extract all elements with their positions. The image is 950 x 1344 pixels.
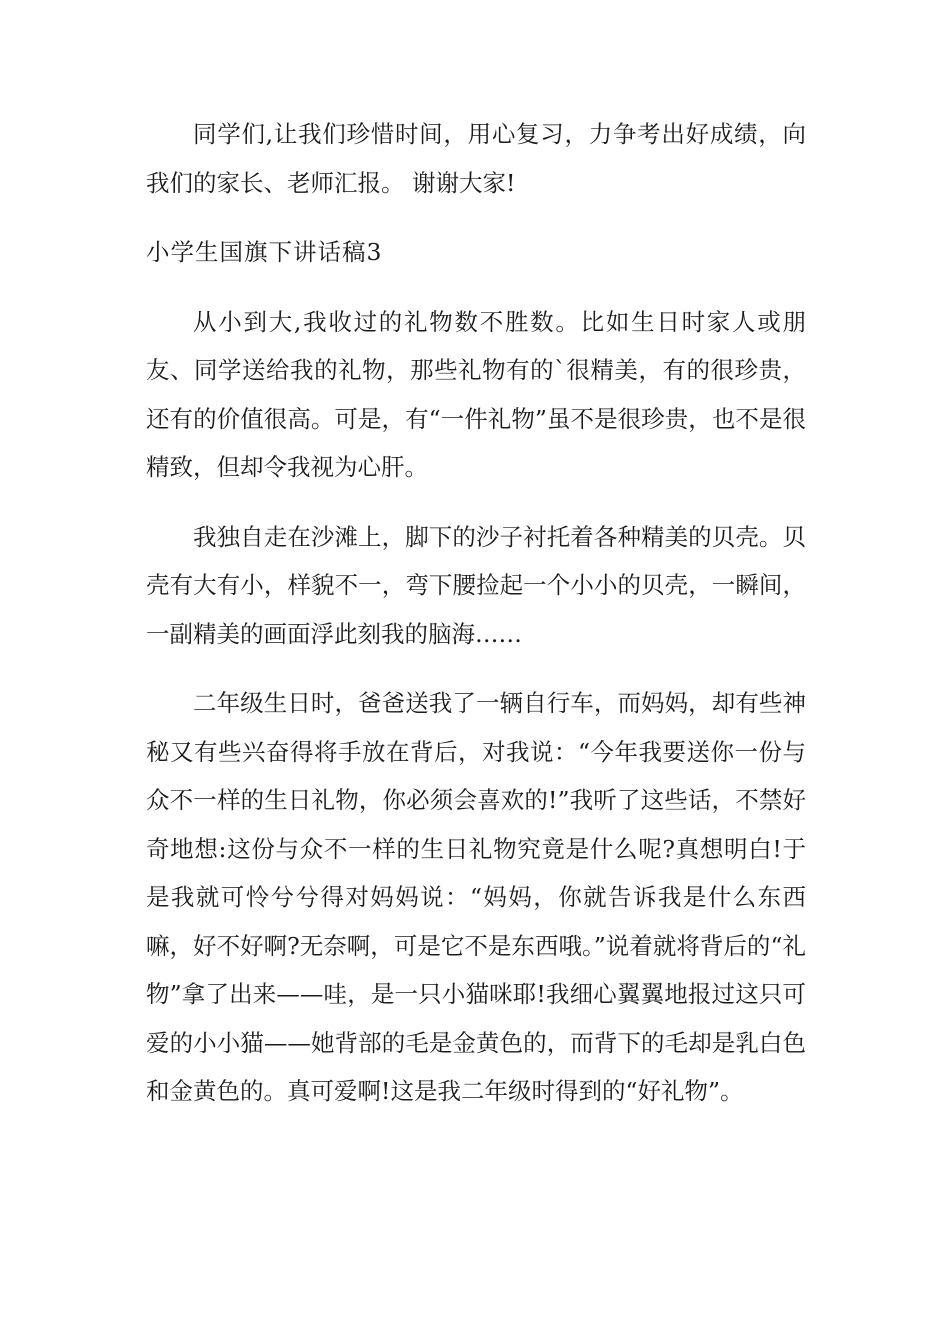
document-body xyxy=(146,110,806,1137)
paragraph-gifts-intro: 从小到大,我收过的礼物数不胜数。比如生日时家人或朋友、同学送给我的礼物，那些礼物有的`很精美，有的很珍贵，还有的价值很高。可是，有“一件礼物”虽不是很珍贵，也不是很精致，但却令我视为心肝。 xyxy=(146,307,806,481)
paragraph-birthday-kitten: 二年级生日时，爸爸送我了一辆自行车，而妈妈，却有些神秘又有些兴奋得将手放在背后，对我说：“今年我要送你一份与众不一样的生日礼物，你必须会喜欢的!”我听了这些话，不禁好奇地想:这份与众不一样的生日礼物究竟是什么呢?真想明白!于是我就可怜兮兮得对妈妈说：“妈妈，你就告诉我是什么东西嘛，好不好啊?无奈啊，可是它不是东西哦。”说着就将背后的“礼物”拿了出来——哇，是一只小猫咪耶!我细心翼翼地报过这只可爱的小小猫——她背部的毛是金黄色的，而背下的毛却是乳白色和金黄色的。真可爱啊!这是我二年级时得到的“好礼物”。 xyxy=(146,689,806,1105)
paragraph-beach: 我独自走在沙滩上，脚下的沙子衬托着各种精美的贝壳。贝壳有大有小，样貌不一，弯下腰捡起一个小小的贝壳，一瞬间，一副精美的画面浮此刻我的脑海…… xyxy=(146,522,806,648)
closing-paragraph: 同学们,让我们珍惜时间，用心复习，力争考出好成绩，向我们的家长、老师汇报。 谢谢大家! xyxy=(146,120,806,197)
section-heading: 小学生国旗下讲话稿3 xyxy=(146,238,383,266)
